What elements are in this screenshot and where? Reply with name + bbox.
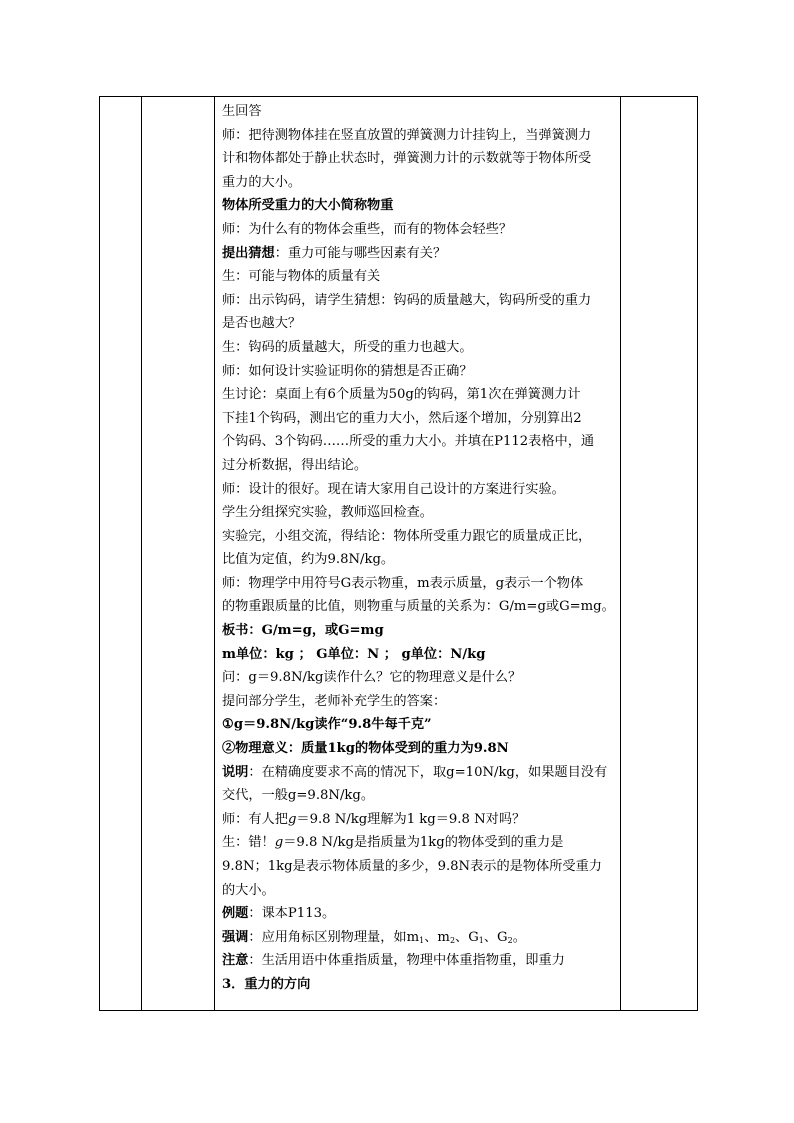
text-line: 生：钩码的质量越大，所受的重力也越大。	[222, 339, 473, 355]
section-heading: 3．重力的方向	[222, 976, 311, 992]
text-line: 交代，一般g=9.8N/kg。	[222, 788, 375, 804]
text-line: 生：可能与物体的质量有关	[222, 269, 381, 285]
text-line: 比值为定值，约为9.8N/kg。	[222, 552, 395, 568]
colon: ：	[248, 953, 262, 969]
subscript: 2	[449, 935, 456, 945]
text-line: 下挂1个钩码，测出它的重力大小，然后逐个增加，分别算出2	[222, 410, 582, 426]
explain-text: 在精确度要求不高的情况下，取g=10N/kg，如果题目没有	[261, 764, 608, 780]
g-symbol: g	[274, 835, 284, 851]
lesson-table	[99, 96, 698, 1011]
colon: ：	[248, 906, 262, 922]
subscript: 1	[478, 935, 484, 945]
colon: ：	[248, 929, 262, 945]
text-line: 问：g＝9.8N/kg读作什么？它的物理意义是什么？	[222, 670, 522, 686]
text-line: 的大小。	[222, 882, 275, 898]
text-line	[222, 808, 614, 832]
g-symbol: g	[287, 811, 297, 827]
colon: ：	[248, 764, 262, 780]
text-line: 学生分组探究实验，教师巡回检查。	[222, 505, 433, 521]
second-empty-cell	[142, 97, 215, 1011]
left-empty-cell	[100, 97, 142, 1011]
text-line	[222, 926, 614, 950]
text-part: 、G	[455, 929, 479, 945]
text-line: 重力的大小。	[222, 174, 302, 190]
subscript: 1	[419, 935, 425, 945]
text-line: 是否也越大？	[222, 316, 302, 332]
text-part: 、m	[424, 929, 450, 945]
text-line: 师：物理学中用符号G表示物重，m表示质量，g表示一个物体	[222, 575, 584, 591]
board-formula: G/m=g，或G=mg	[261, 623, 384, 639]
text-line	[222, 761, 614, 785]
guess-text: 重力可能与哪些因素有关？	[287, 245, 447, 261]
text-line	[222, 831, 614, 855]
subscript: 2	[507, 935, 513, 945]
right-empty-cell	[621, 97, 698, 1011]
text-line: 提问部分学生，老师补充学生的答案：	[222, 693, 447, 709]
text-line: 个钩码、3个钩码……所受的重力大小。并填在P112表格中，通	[222, 434, 595, 450]
example-text: 课本P113。	[261, 906, 336, 922]
note-label: 注意	[222, 953, 249, 969]
stress-label: 强调	[222, 929, 249, 945]
reading-line: ①g＝9.8N/kg读作“9.8牛每千克”	[222, 717, 432, 733]
text-line	[222, 949, 614, 973]
text-line: 生回答	[222, 104, 262, 119]
text-line	[222, 242, 614, 266]
text-line: 师：如何设计实验证明你的猜想是否正确？	[222, 363, 473, 379]
text-part: 。	[512, 929, 526, 945]
text-line	[222, 619, 614, 643]
text-part: ＝9.8 N/kg理解为1 kg＝9.8 N对吗？	[296, 811, 526, 827]
text-part: 、G	[483, 929, 508, 945]
text-part: ＝9.8 N/kg是指质量为1kg的物体受到的重力是	[283, 835, 564, 851]
meaning-line: ②物理意义：质量1kg的物体受到的重力为9.8N	[222, 741, 509, 757]
key-concept: 物体所受重力的大小简称物重	[222, 198, 394, 214]
explain-label: 说明	[222, 764, 249, 780]
text-line: 师：把待测物体挂在竖直放置的弹簧测力计挂钩上，当弹簧测力	[222, 127, 592, 143]
note-text: 生活用语中体重指质量，物理中体重指物重，即重力	[261, 953, 565, 969]
text-part: 应用角标区别物理量，如m	[261, 929, 420, 945]
text-line	[222, 902, 614, 926]
board-label: 板书	[222, 623, 249, 639]
text-line: 实验完，小组交流，得结论：物体所受重力跟它的质量成正比，	[222, 528, 592, 544]
text-line: 过分析数据，得出结论。	[222, 457, 368, 473]
example-label: 例题	[222, 906, 249, 922]
units-line: m单位：kg ； G单位：N ； g单位：N/kg	[222, 646, 486, 662]
text-part: 生：错！	[222, 835, 275, 851]
lesson-content	[215, 97, 620, 997]
text-line: 师：为什么有的物体会重些，而有的物体会轻些？	[222, 221, 513, 237]
text-line: 师：出示钩码，请学生猜想：钩码的质量越大，钩码所受的重力	[222, 292, 592, 308]
text-part: 师：有人把	[222, 811, 288, 827]
text-line: 计和物体都处于静止状态时，弹簧测力计的示数就等于物体所受	[222, 151, 592, 167]
guess-label: 提出猜想	[222, 245, 275, 261]
text-line: 的物重跟质量的比值，则物重与质量的关系为：G/m=g或G=mg。	[222, 599, 615, 615]
text-line: 生讨论：桌面上有6个质量为50g的钩码，第1次在弹簧测力计	[222, 387, 581, 403]
text-line: 师：设计的很好。现在请大家用自己设计的方案进行实验。	[222, 481, 565, 497]
colon: ：	[248, 623, 262, 639]
text-line: 9.8N；1kg是表示物体质量的多少，9.8N表示的是物体所受重力	[222, 859, 602, 874]
content-cell	[215, 97, 621, 1011]
colon: ：	[274, 245, 288, 261]
